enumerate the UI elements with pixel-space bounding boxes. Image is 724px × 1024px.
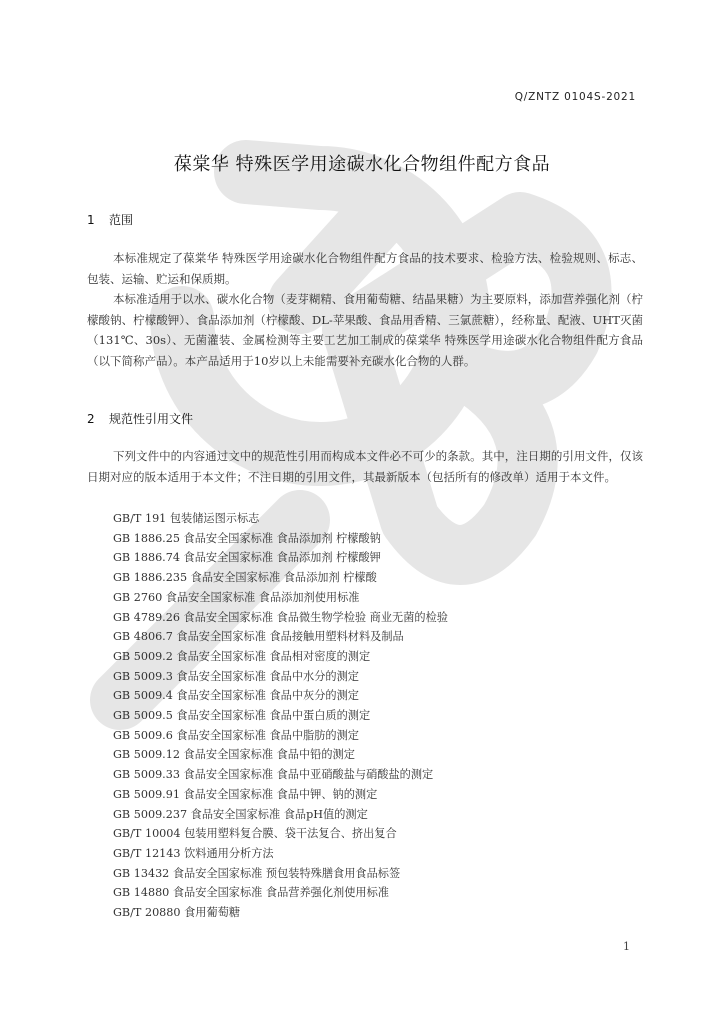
section-2-heading — [87, 410, 193, 427]
reference-item: GB 5009.237 食品安全国家标准 食品pH值的测定 — [113, 807, 368, 821]
reference-item: GB 5009.4 食品安全国家标准 食品中灰分的测定 — [113, 689, 359, 703]
document-title: 葆棠华 特殊医学用途碳水化合物组件配方食品 — [173, 154, 551, 175]
reference-item: GB 5009.6 食品安全国家标准 食品中脂肪的测定 — [113, 728, 359, 742]
reference-item: GB 5009.2 食品安全国家标准 食品相对密度的测定 — [113, 649, 371, 663]
reference-item: GB 4789.26 食品安全国家标准 食品微生物学检验 商业无菌的检验 — [113, 610, 448, 624]
reference-item: GB 4806.7 食品安全国家标准 食品接触用塑料材料及制品 — [113, 630, 404, 644]
reference-item: GB 1886.235 食品安全国家标准 食品添加剂 柠檬酸 — [113, 571, 377, 585]
standard-code: Q/ZNTZ 0104S-2021 — [514, 91, 636, 103]
reference-item: GB 13432 食品安全国家标准 预包装特殊膳食用食品标签 — [113, 866, 401, 880]
reference-item: GB 2760 食品安全国家标准 食品添加剂使用标准 — [113, 590, 360, 604]
section-2-paragraph-1: 下列文件中的内容通过文中的规范性引用而构成本文件必不可少的条款。其中，注日期的引用文件，仅该日期对应的版本适用于本文件；不注日期的引用文件，其最新版本（包括所有的修改单）适用于本文件。 — [87, 449, 643, 484]
page-number: 1 — [623, 940, 630, 953]
reference-item: GB 5009.33 食品安全国家标准 食品中亚硝酸盐与硝酸盐的测定 — [113, 768, 434, 782]
reference-item: GB/T 12143 饮料通用分析方法 — [113, 846, 274, 860]
section-1-paragraph-1: 本标准规定了葆棠华 特殊医学用途碳水化合物组件配方食品的技术要求、检验方法、检验规则、标志、包装、运输、贮运和保质期。 — [87, 251, 643, 286]
section-number: 1 — [87, 213, 95, 227]
section-1-paragraph-2: 本标准适用于以水、碳水化合物（麦芽糊精、食用葡萄糖、结晶果糖）为主要原料，添加营养强化剂（柠檬酸钠、柠檬酸钾）、食品添加剂（柠檬酸、DL-苹果酸、食品用香精、三氯蔗糖），经称量、配液、UHT灭菌（131℃、30s）、无菌灌装、金属检测等主要工艺加工制成的葆棠华 特殊医学用途碳水化合物组件配方食品（以下简称产品）。本产品适用于10岁以上未能需要补充碳水化合物的人群。 — [87, 292, 643, 368]
reference-item: GB 1886.25 食品安全国家标准 食品添加剂 柠檬酸钠 — [113, 531, 381, 545]
reference-item: GB/T 10004 包装用塑料复合膜、袋干法复合、挤出复合 — [113, 827, 397, 841]
reference-item: GB 5009.3 食品安全国家标准 食品中水分的测定 — [113, 669, 359, 683]
reference-item: GB 14880 食品安全国家标准 食品营养强化剂使用标准 — [113, 886, 389, 900]
section-1-heading — [87, 211, 133, 228]
section-number: 2 — [87, 412, 95, 426]
reference-item: GB 5009.12 食品安全国家标准 食品中铅的测定 — [113, 748, 355, 762]
reference-item: GB 5009.5 食品安全国家标准 食品中蛋白质的测定 — [113, 709, 371, 723]
reference-item: GB 5009.91 食品安全国家标准 食品中钾、钠的测定 — [113, 787, 378, 801]
reference-item: GB 1886.74 食品安全国家标准 食品添加剂 柠檬酸钾 — [113, 551, 381, 565]
section-title: 范围 — [109, 213, 134, 227]
reference-item: GB/T 20880 食用葡萄糖 — [113, 906, 241, 920]
reference-list — [113, 509, 448, 923]
section-title: 规范性引用文件 — [109, 412, 194, 426]
reference-item: GB/T 191 包装储运图示标志 — [113, 512, 260, 525]
